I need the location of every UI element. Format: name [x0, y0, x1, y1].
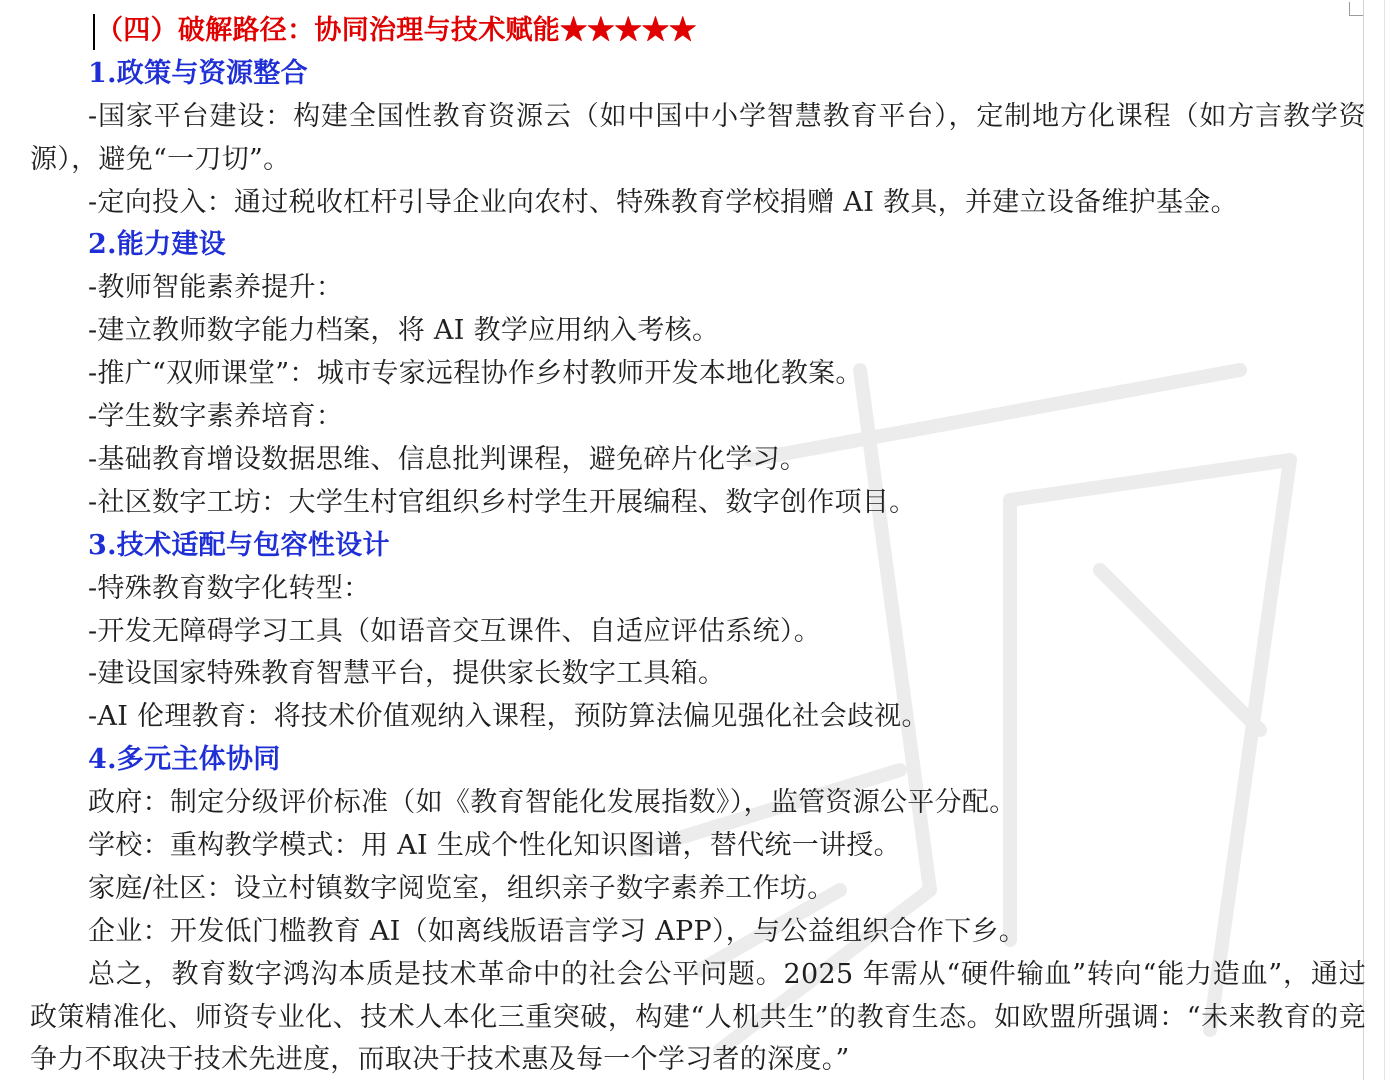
- paragraph: -教师智能素养提升：: [88, 272, 344, 304]
- paragraph: -基础教育增设数据思维、信息批判课程，避免碎片化学习。: [88, 443, 808, 475]
- paragraph: -社区数字工坊：大学生村官组织乡村学生开展编程、数字创作项目。: [88, 486, 917, 518]
- paragraph: -AI 伦理教育：将技术价值观纳入课程，预防算法偏见强化社会歧视。: [88, 701, 929, 733]
- paragraph: -国家平台建设：构建全国性教育资源云（如中国中小学智慧教育平台），定制地方化课程（如方言教学资源），避免“一刀切”。: [30, 100, 1366, 175]
- paragraph: 总之，教育数字鸿沟本质是技术革命中的社会公平问题。2025 年需从“硬件输血”转向“能力造血”，通过政策精准化、师资专业化、技术人本化三重突破，构建“人机共生”的教育生态。如欧盟所强调：“未来教育的竞争力不取决于技术先进度，而取决于技术惠及每一个学习者的深度。”: [30, 958, 1366, 1076]
- section-title: [30, 10, 1366, 53]
- page-edge-line: [1384, 0, 1385, 1080]
- paragraph: -学生数字素养培育：: [88, 401, 344, 433]
- document-body[interactable]: [30, 10, 1366, 1080]
- rating-stars: ★★★★★: [560, 15, 697, 46]
- paragraph: -建立教师数字能力档案，将 AI 教学应用纳入考核。: [88, 315, 720, 347]
- paragraph: 家庭/社区：设立村镇数字阅览室，组织亲子数字素养工作坊。: [88, 872, 835, 904]
- paragraph: -定向投入：通过税收杠杆引导企业向农村、特殊教育学校捐赠 AI 教具，并建立设备维护基金。: [88, 186, 1238, 218]
- subsection-heading: 4.多元主体协同: [88, 744, 281, 776]
- paragraph: -特殊教育数字化转型：: [88, 572, 371, 604]
- paragraph: 学校：重构教学模式：用 AI 生成个性化知识图谱，替代统一讲授。: [88, 829, 901, 861]
- subsection-heading: 1.政策与资源整合: [88, 57, 308, 89]
- paragraph: 政府：制定分级评价标准（如《教育智能化发展指数》），监管资源公平分配。: [88, 787, 1017, 819]
- paragraph: -建设国家特殊教育智慧平台，提供家长数字工具箱。: [88, 658, 726, 690]
- paragraph: 企业：开发低门槛教育 AI（如离线版语言学习 APP），与公益组织合作下乡。: [88, 915, 1027, 947]
- subsection-heading: 2.能力建设: [88, 229, 226, 261]
- section-title-text: （四）破解路径：协同治理与技术赋能: [96, 15, 561, 46]
- subsection-heading: 3.技术适配与包容性设计: [88, 529, 390, 561]
- paragraph: -推广“双师课堂”：城市专家远程协作乡村教师开发本地化教案。: [88, 358, 863, 390]
- paragraph: -开发无障碍学习工具（如语音交互课件、自适应评估系统）。: [88, 615, 822, 647]
